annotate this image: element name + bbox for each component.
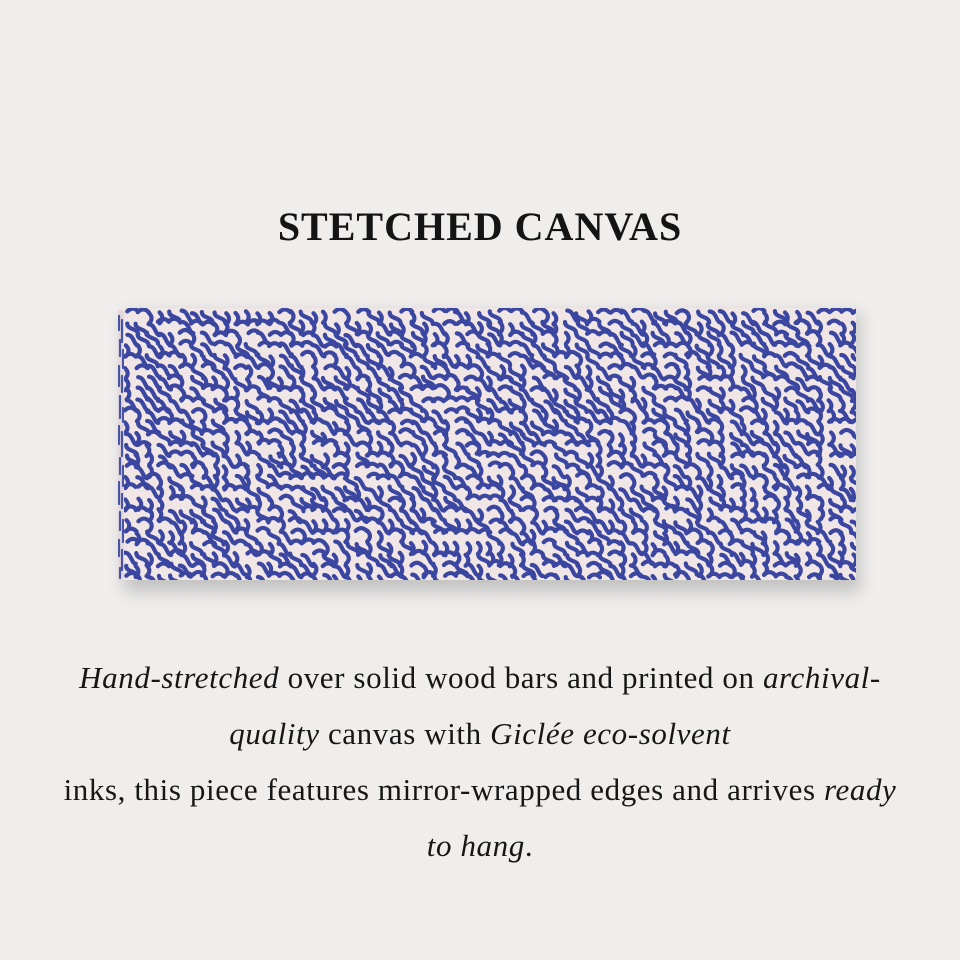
desc-giclee-eco-solvent: Giclée eco-solvent <box>490 716 731 751</box>
product-description <box>60 650 900 874</box>
desc-text-1: over solid wood bars and printed on <box>279 660 763 695</box>
canvas-front-pattern <box>124 308 856 580</box>
page-title: STETCHED CANVAS <box>277 203 683 249</box>
desc-text-3: inks, this piece features mirror-wrapped edges and arrives <box>63 772 824 807</box>
desc-ready-to-hang: ready to hang <box>426 772 897 863</box>
desc-period: . <box>524 828 534 863</box>
desc-hand-stretched: Hand-stretched <box>79 660 280 695</box>
desc-archival-quality: archival-quality <box>229 660 881 751</box>
desc-text-2: canvas with <box>319 716 491 751</box>
canvas-product-image <box>118 308 856 582</box>
